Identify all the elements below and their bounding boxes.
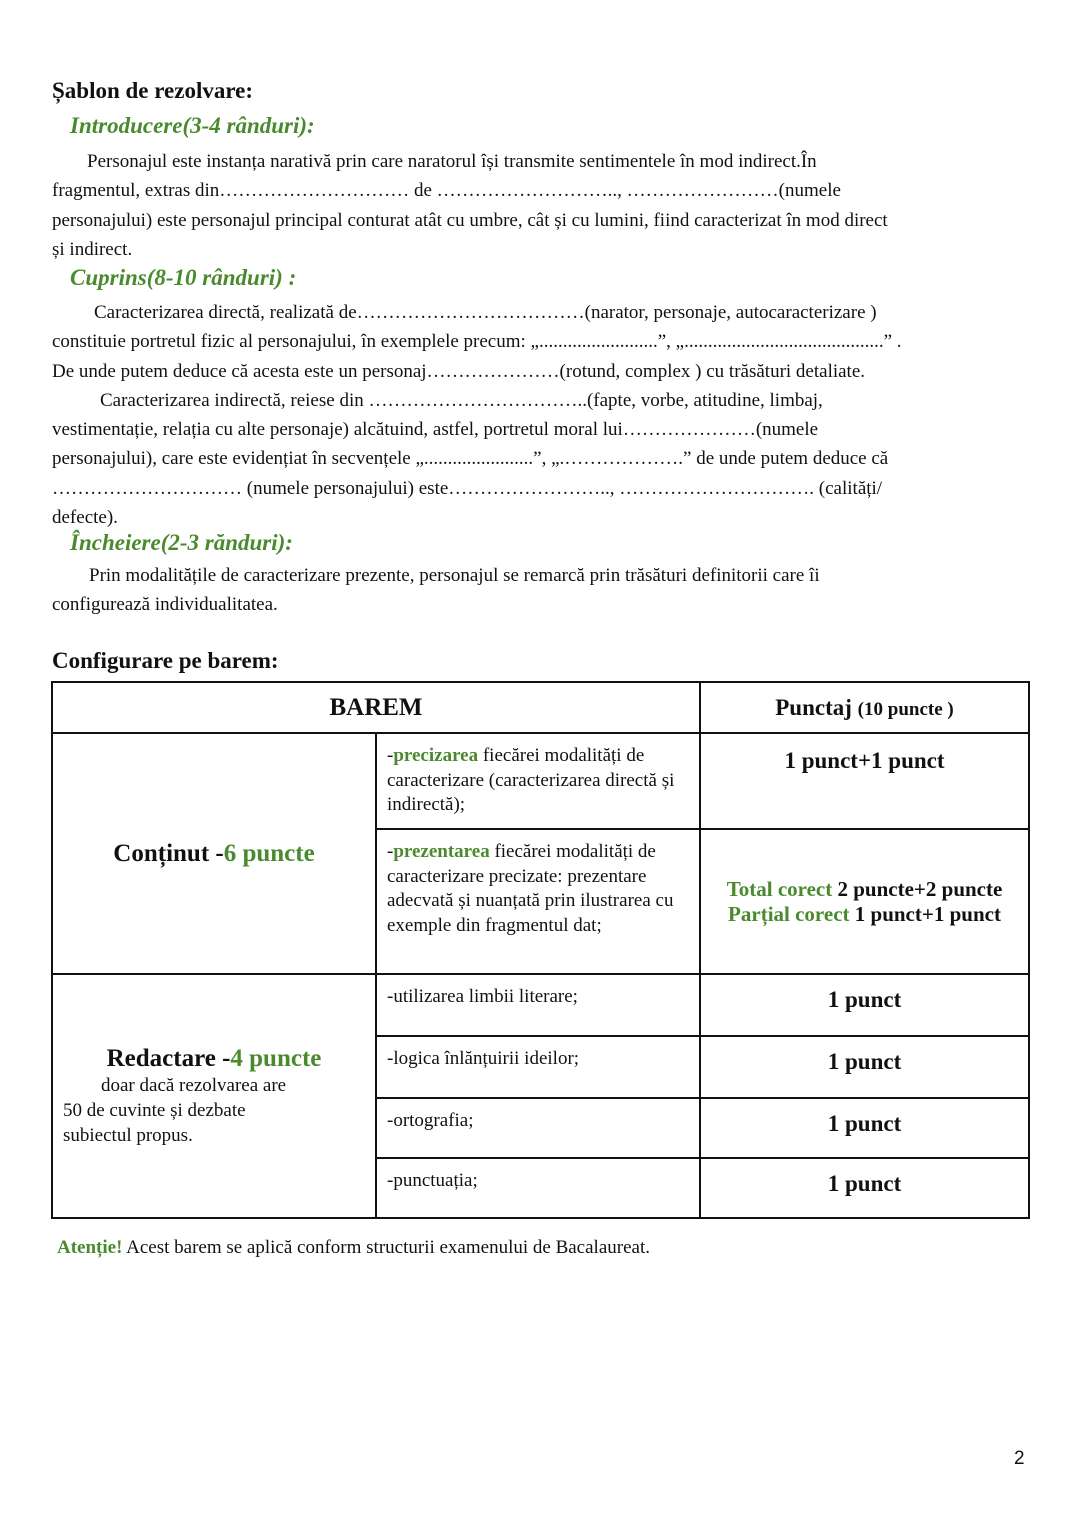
cuprins-line: personajului), care este evidențiat în secvențele „.......................”, „.……………….” de unde putem deduce că	[52, 448, 889, 470]
incheiere-line: Prin modalitățile de caracterizare prezente, personajul se remarcă prin trăsături definitorii care îi	[89, 565, 820, 586]
incheiere-line: configurează individualitatea.	[52, 594, 278, 616]
score-total: Total corect 2 puncte+2 puncte	[726, 876, 1003, 901]
cuprins-line: constituie portretul fizic al personajului, în exemplele precum: „.........................”, „..........................................” .	[52, 331, 902, 353]
header-punctaj: Punctaj (10 puncte )	[700, 682, 1029, 733]
barem-heading: Configurare pe barem:	[52, 648, 279, 673]
cuprins-line: ………………………… (numele personajului) este…………………….., …………………………. (calități/	[52, 477, 883, 499]
criterion-precizarea: -precizarea fiecărei modalități de caracterizare (caracterizarea directă și indirectă);	[376, 733, 700, 829]
cuprins-title: Cuprins(8-10 rânduri) :	[70, 265, 297, 290]
barem-table	[51, 681, 1030, 1219]
cuprins-line: Caracterizarea indirectă, reiese din ……………………………..(fapte, vorbe, atitudine, limbaj,	[100, 389, 823, 411]
page-number: 2	[1014, 1448, 1025, 1469]
cuprins-line: defecte).	[52, 507, 118, 529]
attention-text: Acest barem se aplică conform structurii examenului de Bacalaureat.	[122, 1237, 650, 1258]
attention-label: Atenție!	[57, 1237, 123, 1258]
table-row	[52, 974, 1029, 1036]
attention-note	[57, 1237, 650, 1259]
intro-title: Introducere(3-4 rânduri):	[70, 113, 315, 138]
incheiere-title: Încheiere(2-3 rănduri):	[70, 530, 293, 555]
criterion-limba-literara: -utilizarea limbii literare;	[376, 974, 700, 1036]
incheiere-paragraph	[52, 561, 1042, 620]
header-barem: BAREM	[52, 682, 700, 733]
criterion-logica: -logica înlănțuirii ideilor;	[376, 1036, 700, 1098]
redactare-title: Redactare -4 puncte	[106, 1044, 322, 1072]
continut-cell: Conținut -6 puncte	[52, 733, 376, 974]
redactare-note: doar dacă rezolvarea are 50 de cuvinte și dezbate subiectul propus.	[63, 1074, 287, 1146]
score-partial: Parțial corect 1 punct+1 punct	[728, 901, 1001, 926]
redactare-cell	[52, 974, 376, 1218]
cuprins-line: De unde putem deduce că acesta este un personaj…………………(rotund, complex ) cu trăsături detaliate.	[52, 360, 866, 382]
table-row	[52, 733, 1029, 829]
score-punctuatia: 1 punct	[700, 1158, 1029, 1218]
intro-line: fragmentul, extras din………………………… de ……………………….., ……………………(numele	[52, 180, 841, 202]
score-limba-literara: 1 punct	[700, 974, 1029, 1036]
intro-line: și indirect.	[52, 238, 133, 260]
page-heading: Șablon de rezolvare:	[52, 78, 254, 103]
score-prezentarea	[700, 829, 1029, 974]
cuprins-line: vestimentație, relația cu alte personaje) alcătuind, astfel, portretul moral lui…………………(numele	[52, 419, 819, 441]
criterion-punctuatia: -punctuația;	[376, 1158, 700, 1218]
cuprins-line: Caracterizarea directă, realizată de………………………………(narator, personaje, autocaracterizare )	[94, 302, 877, 323]
score-logica: 1 punct	[700, 1036, 1029, 1098]
intro-line: Personajul este instanța narativă prin care naratorul își transmite sentimentele în mod indirect.În	[87, 151, 817, 172]
criterion-ortografia: -ortografia;	[376, 1098, 700, 1158]
score-precizarea: 1 punct+1 punct	[700, 733, 1029, 829]
cuprins-paragraph	[52, 298, 1042, 532]
score-ortografia: 1 punct	[700, 1098, 1029, 1158]
intro-line: personajului) este personajul principal conturat atât cu umbre, cât și cu lumini, fiind caracterizat în mod direct	[52, 209, 888, 231]
table-header-row	[52, 682, 1029, 733]
criterion-prezentarea: -prezentarea fiecărei modalități de caracterizare precizate: prezentare adecvată și nuanțată prin ilustrarea cu exemple din fragmentul dat;	[376, 829, 700, 974]
intro-paragraph	[52, 147, 1042, 264]
